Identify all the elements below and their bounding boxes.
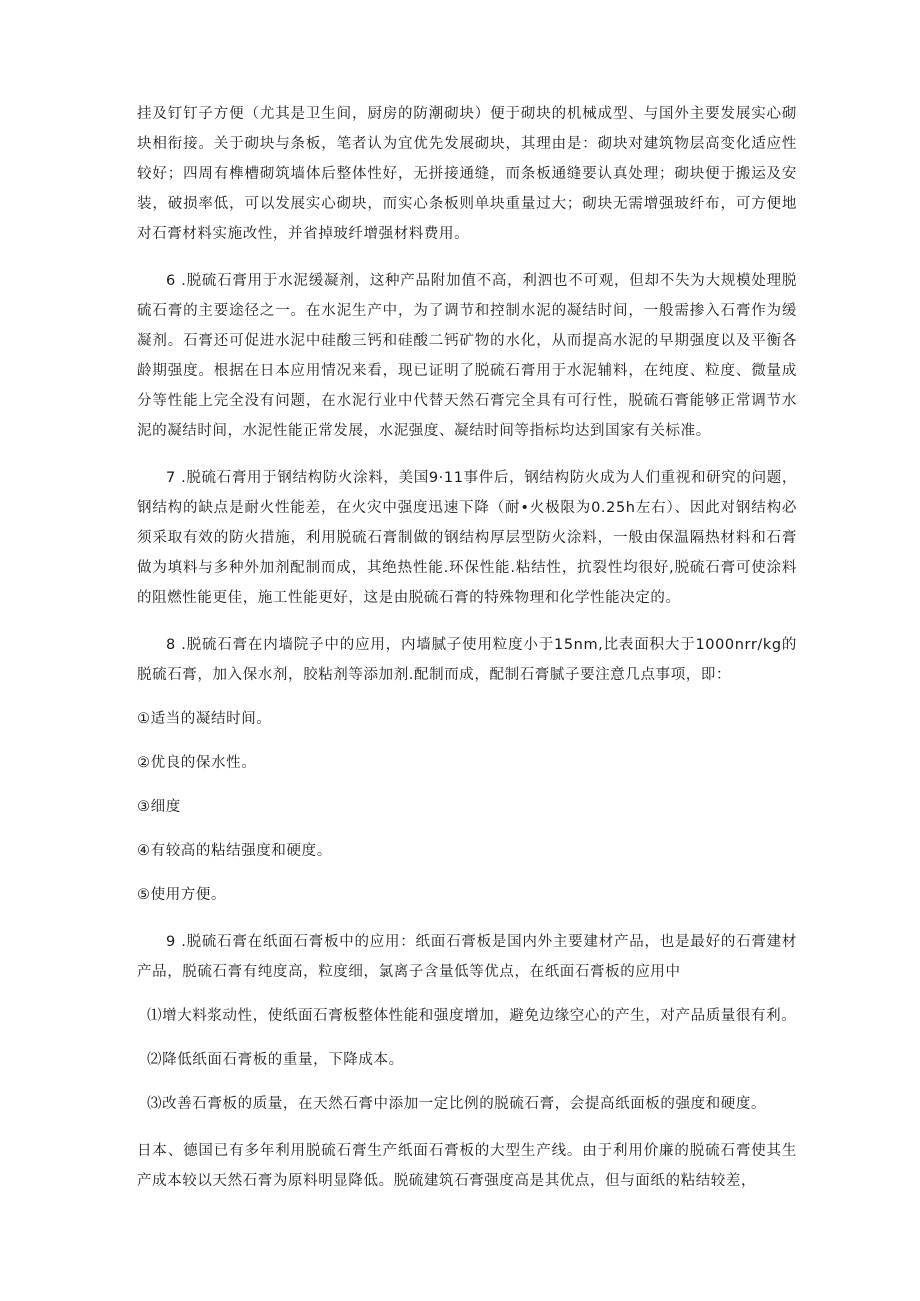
list-item-fineness: ③细度 <box>137 799 181 815</box>
list-item-ease-of-use: ⑤使用方便。 <box>137 887 227 903</box>
final-paragraph: 日本、德国已有多年利用脱硫石膏生产纸面石膏板的大型生产线。由于利用价廉的脱硫石膏使其生产成本较以天然石膏为原料明显降低。脱硫建筑石膏强度高是其优点，但与面纸的粘结较差， <box>137 1143 797 1189</box>
sub-item-2: ⑵降低纸面石膏板的重量，下降成本。 <box>147 1052 404 1068</box>
paragraph-7: 7 .脱硫石膏用于钢结构防火涂料，美国9·11事件后，钢结构防火成为人们重视和研究的问题，钢结构的缺点是耐火性能差，在火灾中强度迅速下降（耐•火极限为0.25h左右）、因此对钢结构必须采取有效的防火措施，利用脱硫石膏制做的钢结构厚层型防火涂料，一般由保温隔热材料和石膏做为填料与多种外加剂配制而成，其绝热性能.环保性能.粘结性，抗裂性均很好,脱硫石膏可使涂料的阻燃性能更佳，施工性能更好，这是由脱硫石膏的特殊物理和化学性能决定的。 <box>137 470 797 606</box>
list-item-water-retention: ②优良的保水性。 <box>137 755 257 771</box>
intro-paragraph: 挂及钉钉子方便（尤其是卫生间，厨房的防潮砌块）便于砌块的机械成型、与国外主要发展实心砌块相衔接。关于砌块与条板，笔者认为宜优先发展砌块，其理由是：砌块对建筑物层高变化适应性较好；四周有榫槽砌筑墙体后整体性好，无拼接通缝，而条板通缝要认真处理；砌块便于搬运及安装，破损率低，可以发展实心砌块，而实心条板则单块重量过大；砌块无需增强玻纤布，可方便地对石膏材料实施改性，并省掉玻纤增强材料费用。 <box>137 106 797 242</box>
list-item-setting-time: ①适当的凝结时间。 <box>137 711 272 727</box>
sub-item-1: ⑴增大料浆动性，使纸面石膏板整体性能和强度增加，避免边缘空心的产生，对产品质量很有利。 <box>147 1008 797 1024</box>
sub-item-3: ⑶改善石膏板的质量，在天然石膏中添加一定比例的脱硫石膏，会提高纸面板的强度和硬度。 <box>147 1096 767 1112</box>
list-item-bond-strength: ④有较高的粘结强度和硬度。 <box>137 843 332 859</box>
paragraph-6: 6 .脱硫石膏用于水泥缓凝剂，这种产品附加值不高，利泗也不可观，但却不失为大规模处理脱硫石膏的主要途径之一。在水泥生产中，为了调节和控制水泥的凝结时间，一般需掺入石膏作为缓凝剂。石膏还可促进水泥中硅酸三钙和硅酸二钙矿物的水化，从而提高水泥的早期强度以及平衡各龄期强度。根据在日本应用情况来看，现已证明了脱硫石膏用于水泥辅料，在纯度、粒度、微量成分等性能上完全没有问题，在水泥行业中代替天然石膏完全具有可行性，脱硫石膏能够正常调节水泥的凝结时间，水泥性能正常发展，水泥强度、凝结时间等指标均达到国家有关标准。 <box>137 273 797 439</box>
paragraph-9: 9 .脱硫石膏在纸面石膏板中的应用：纸面石膏板是国内外主要建材产品，也是最好的石膏建材产品，脱硫石膏有纯度高，粒度细，氯离子含量低等优点，在纸面石膏板的应用中 <box>137 934 797 980</box>
paragraph-8: 8 .脱硫石膏在内墙院子中的应用，内墙腻子使用粒度小于15nm,比表面积大于1000nrr/kg的脱硫石膏，加入保水剂，胶粘剂等添加剂.配制而成，配制石膏腻子要注意几点事项，即： <box>137 637 797 683</box>
document-page <box>137 99 797 1196</box>
